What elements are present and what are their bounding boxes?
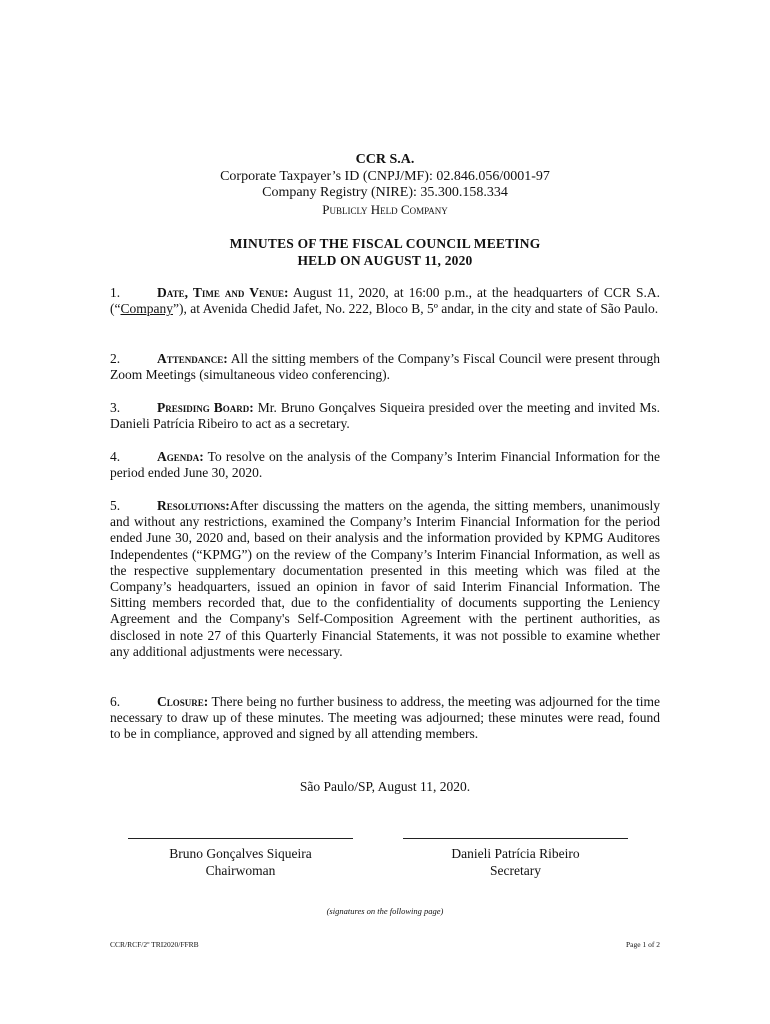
document-header bbox=[0, 152, 770, 218]
title-line-1: MINUTES OF THE FISCAL COUNCIL MEETING bbox=[229, 236, 541, 251]
signatures-note: (signatures on the following page) bbox=[326, 906, 444, 916]
company-registry: Company Registry (NIRE): 35.300.158.334 bbox=[262, 185, 508, 200]
document-title bbox=[0, 235, 770, 269]
signatory-role: Secretary bbox=[490, 863, 541, 878]
place-and-date: São Paulo/SP, August 11, 2020. bbox=[299, 779, 471, 794]
signatory-role: Chairwoman bbox=[205, 863, 276, 878]
section-number: 2. bbox=[110, 351, 121, 366]
section-heading: Agenda: bbox=[157, 449, 204, 464]
section-heading: Resolutions: bbox=[157, 498, 230, 513]
section-heading: Presiding Board: bbox=[157, 400, 254, 415]
taxpayer-id: Corporate Taxpayer’s ID (CNPJ/MF): 02.846.056/0001-97 bbox=[220, 168, 550, 184]
section-number: 1. bbox=[110, 285, 121, 300]
footer-page-number: Page 1 of 2 bbox=[626, 940, 660, 949]
section-number: 5. bbox=[110, 498, 121, 513]
company-term: Company bbox=[120, 301, 173, 317]
section-text: Mr. Bruno Gonçalves Siqueira presided over the meeting and invited Ms. Danieli Patrícia Ribeiro to act as a secretary. bbox=[110, 400, 660, 432]
signature-chair bbox=[128, 845, 353, 879]
publicly-held-label: Publicly Held Company bbox=[322, 201, 448, 217]
section-number: 6. bbox=[110, 694, 121, 709]
section-text: August 11, 2020, at 16:00 p.m., at the headquarters of CCR S.A. (“ bbox=[110, 285, 660, 317]
signature-line-chair bbox=[128, 838, 353, 839]
signature-secretary bbox=[403, 845, 628, 879]
section-presiding-board bbox=[110, 400, 660, 432]
section-text-cont: ”), at Avenida Chedid Jafet, No. 222, Bloco B, 5º andar, in the city and state of São Paulo. bbox=[173, 301, 659, 317]
signatory-name: Bruno Gonçalves Siqueira bbox=[169, 846, 312, 861]
section-heading: Closure: bbox=[157, 694, 209, 709]
section-resolutions bbox=[110, 498, 660, 660]
section-number: 4. bbox=[110, 449, 121, 464]
footer-reference: CCR/RCF/2º TRI2020/FFRB bbox=[110, 940, 199, 949]
section-text: There being no further business to address, the meeting was adjourned for the time necessary to draw up of these minutes. The meeting was adjourned; these minutes were read, found to be in compliance, approved and signed by all attending members. bbox=[110, 694, 660, 742]
section-text: After discussing the matters on the agenda, the sitting members, unanimously and without any restrictions, examined the Company’s Interim Financial Information for the period ended June 30, 2020 and, based on their analysis and the information provided by KPMG Auditores Independentes (“KPMG”) on the review of the Company’s Interim Financial Information, as well as the respective supplementary documentation presented in this meeting which was filed at the Company’s headquarters, issued an opinion in favor of said Interim Financial Information. The Sitting members recorded that, due to the confidentiality of documents supporting the Leniency Agreement and the Company's Self-Composition Agreement with the pertinent authorities, as disclosed in note 27 of this Quarterly Financial Statements, it was not possible to examine whether any additional adjustments were necessary. bbox=[110, 498, 660, 659]
title-line-2: HELD ON AUGUST 11, 2020 bbox=[297, 253, 473, 268]
company-name: CCR S.A. bbox=[355, 152, 415, 167]
section-agenda bbox=[110, 449, 660, 481]
signatory-name: Danieli Patrícia Ribeiro bbox=[451, 846, 580, 861]
signature-line-secretary bbox=[403, 838, 628, 839]
section-heading: Attendance: bbox=[157, 351, 228, 366]
section-number: 3. bbox=[110, 400, 121, 415]
section-text: To resolve on the analysis of the Company’s Interim Financial Information for the period ended June 30, 2020. bbox=[110, 449, 660, 481]
section-text: All the sitting members of the Company’s Fiscal Council were present through Zoom Meetings (simultaneous video conferencing). bbox=[110, 351, 660, 383]
section-date-time-venue bbox=[110, 285, 660, 317]
section-heading: Date, Time and Venue: bbox=[157, 285, 289, 300]
section-attendance bbox=[110, 351, 660, 383]
section-closure bbox=[110, 694, 660, 743]
